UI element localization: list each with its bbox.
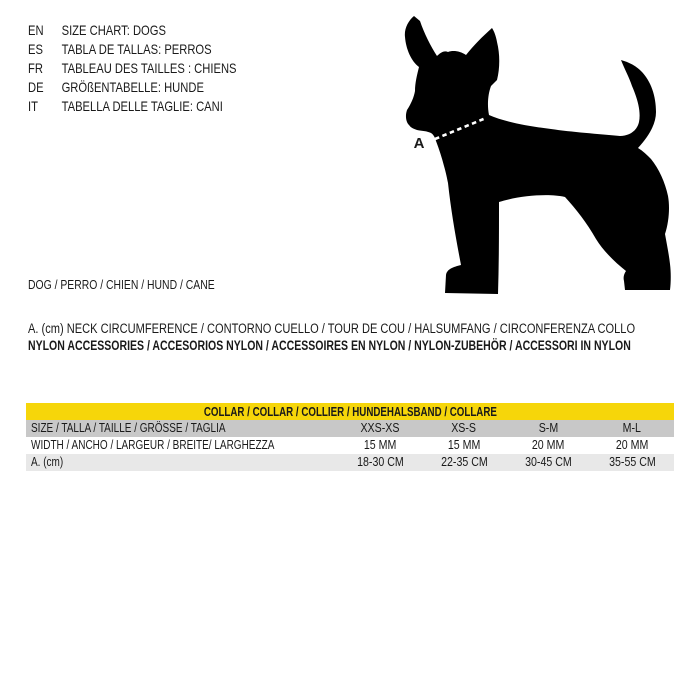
- measure-point-label: A: [413, 135, 425, 152]
- dog-measurement-diagram: [393, 6, 683, 298]
- cell-value: 15 MM: [447, 438, 481, 452]
- value-cell: [590, 437, 674, 454]
- collar-size-table: [26, 403, 674, 471]
- value-cell: [590, 454, 674, 471]
- cell-value: XXS-XS: [360, 421, 400, 435]
- language-code: EN: [28, 22, 44, 38]
- material-note: NYLON ACCESSORIES / ACCESORIOS NYLON / ACCESSOIRES EN NYLON / NYLON-ZUBEHÖR / ACCESSORI IN NYLON: [28, 338, 631, 353]
- row-label-cell: [26, 437, 338, 454]
- value-cell: [422, 437, 506, 454]
- animal-label: DOG / PERRO / CHIEN / HUND / CANE: [28, 277, 215, 292]
- cell-value: 20 MM: [531, 438, 565, 452]
- table-row-neck: [26, 454, 674, 471]
- value-cell: [506, 420, 590, 437]
- table-row-width: [26, 437, 674, 454]
- row-label-cell: [26, 454, 338, 471]
- cell-value: 15 MM: [363, 438, 397, 452]
- measurement-note: A. (cm) NECK CIRCUMFERENCE / CONTORNO CUELLO / TOUR DE COU / HALSUMFANG / CIRCONFERENZA COLLO: [28, 321, 636, 336]
- cell-value: S-M: [538, 421, 558, 435]
- row-label-cell: [26, 420, 338, 437]
- language-row-es: [28, 40, 237, 59]
- language-title: TABELLA DELLE TAGLIE: CANI: [61, 98, 223, 114]
- value-cell: [506, 437, 590, 454]
- chihuahua-silhouette-icon: [393, 6, 683, 298]
- cell-value: 22-35 CM: [440, 455, 488, 469]
- value-cell: [422, 420, 506, 437]
- table-row-size: [26, 420, 674, 437]
- language-title: TABLA DE TALLAS: PERROS: [61, 41, 212, 57]
- value-cell: [338, 454, 422, 471]
- cell-value: 20 MM: [615, 438, 649, 452]
- value-cell: [338, 437, 422, 454]
- language-row-fr: [28, 59, 237, 78]
- table-title: COLLAR / COLLAR / COLLIER / HUNDEHALSBAND / COLLARE: [203, 404, 497, 419]
- language-code: ES: [28, 41, 43, 57]
- value-cell: [338, 420, 422, 437]
- language-row-en: [28, 21, 237, 40]
- cell-value: M-L: [622, 421, 642, 435]
- language-row-de: [28, 78, 237, 97]
- language-title-list: [28, 21, 289, 116]
- language-row-it: [28, 97, 237, 116]
- value-cell: [422, 454, 506, 471]
- cell-value: XS-S: [451, 421, 477, 435]
- cell-value: 30-45 CM: [524, 455, 572, 469]
- language-title: GRÖßENTABELLE: HUNDE: [61, 79, 204, 95]
- value-cell: [590, 420, 674, 437]
- row-label: A. (cm): [31, 455, 64, 469]
- language-title: SIZE CHART: DOGS: [61, 22, 166, 38]
- row-label: WIDTH / ANCHO / LARGEUR / BREITE/ LARGHEZZA: [31, 438, 275, 452]
- table-header: [26, 403, 674, 420]
- language-code: FR: [28, 60, 43, 76]
- language-code: IT: [28, 98, 38, 114]
- row-label: SIZE / TALLA / TAILLE / GRÖSSE / TAGLIA: [31, 421, 226, 435]
- cell-value: 35-55 CM: [608, 455, 656, 469]
- language-title: TABLEAU DES TAILLES : CHIENS: [61, 60, 237, 76]
- value-cell: [506, 454, 590, 471]
- language-code: DE: [28, 79, 44, 95]
- cell-value: 18-30 CM: [356, 455, 404, 469]
